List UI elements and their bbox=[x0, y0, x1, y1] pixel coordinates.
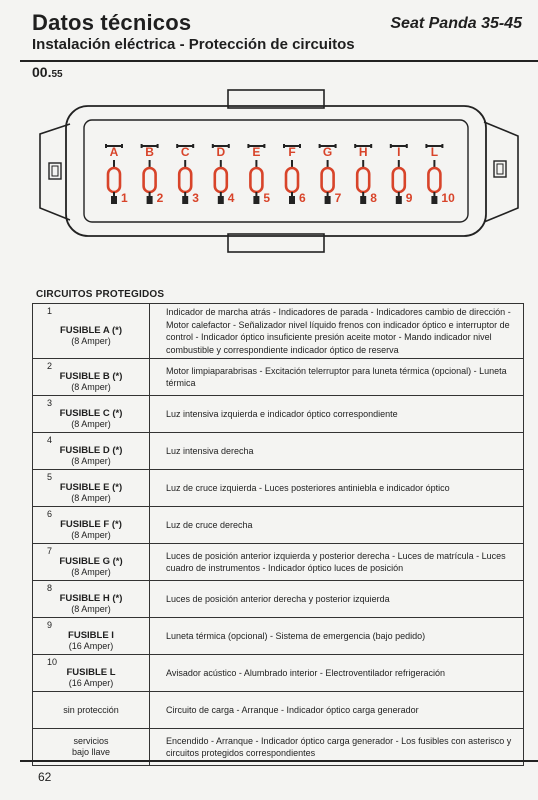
fuse-number-label: 8 bbox=[370, 191, 377, 205]
fuse-cell bbox=[33, 470, 150, 507]
fuse-capsule bbox=[286, 168, 298, 192]
fuse-letter-label: F bbox=[288, 145, 296, 159]
fuse-amperage: (8 Amper) bbox=[71, 567, 111, 578]
fuse-name: FUSIBLE H (*) bbox=[59, 593, 123, 605]
fuse-name: FUSIBLE C (*) bbox=[59, 408, 123, 420]
fuse-terminal bbox=[182, 196, 188, 204]
fuse-number: 7 bbox=[47, 546, 53, 557]
fuse-box-diagram bbox=[36, 88, 532, 260]
circuit-row bbox=[33, 618, 524, 655]
fuse-number: 10 bbox=[47, 657, 58, 668]
fuse-number-label: 9 bbox=[405, 191, 413, 205]
fuse-cell bbox=[33, 544, 150, 581]
section-code-sub: 55 bbox=[51, 69, 63, 80]
fuse-name: FUSIBLE D (*) bbox=[59, 445, 123, 457]
circuit-row bbox=[33, 433, 524, 470]
fuse-name: FUSIBLE F (*) bbox=[60, 519, 122, 531]
fuse-box-outline bbox=[36, 88, 532, 260]
fuse-amperage: (8 Amper) bbox=[71, 419, 111, 430]
fuse-terminal bbox=[253, 196, 259, 204]
circuit-row-special bbox=[33, 692, 524, 729]
fuse-cell bbox=[33, 618, 150, 655]
fuse-terminal bbox=[325, 196, 331, 204]
fuse-capsule bbox=[393, 168, 405, 192]
fuse-name: FUSIBLE E (*) bbox=[59, 482, 123, 494]
fuse-letter-label: I bbox=[397, 145, 401, 159]
fuse-number: 4 bbox=[47, 435, 53, 446]
circuit-description: Luces de posición anterior derecha y posterior izquierda bbox=[150, 581, 524, 618]
special-label-line: bajo llave bbox=[71, 747, 111, 758]
fuse-cell bbox=[33, 655, 150, 692]
fuse-capsule bbox=[250, 168, 262, 192]
fuse-cell bbox=[33, 396, 150, 433]
circuit-row bbox=[33, 359, 524, 396]
fuse-terminal bbox=[289, 196, 295, 204]
fuse-number: 2 bbox=[47, 361, 53, 372]
fuse-letter-label: C bbox=[180, 145, 190, 159]
fuse-number: 6 bbox=[47, 509, 53, 520]
fuse-number-label: 3 bbox=[192, 191, 199, 205]
fuse-cell bbox=[33, 581, 150, 618]
fuse-amperage: (8 Amper) bbox=[71, 456, 111, 467]
fuse-number: 9 bbox=[47, 620, 53, 631]
fuse-amperage: (8 Amper) bbox=[71, 382, 111, 393]
circuit-description: Luz intensiva derecha bbox=[150, 433, 524, 470]
fuse-name: FUSIBLE I bbox=[68, 630, 114, 642]
fuse-number-label: 6 bbox=[299, 191, 306, 205]
fuse-amperage: (8 Amper) bbox=[71, 336, 111, 347]
page-number: 62 bbox=[38, 770, 52, 784]
special-label-cell bbox=[33, 692, 150, 729]
fuse-number-label: 10 bbox=[441, 191, 455, 205]
fuse-terminal bbox=[218, 196, 224, 204]
fuse-terminal bbox=[431, 196, 437, 204]
fuse-terminal bbox=[360, 196, 366, 204]
circuit-row bbox=[33, 304, 524, 359]
fuse-amperage: (16 Amper) bbox=[68, 678, 114, 689]
circuit-row bbox=[33, 507, 524, 544]
fuse-letter-label: L bbox=[430, 145, 439, 159]
bottom-divider bbox=[20, 760, 538, 762]
fuse-capsule bbox=[179, 168, 191, 192]
circuit-description: Luces de posición anterior izquierda y posterior derecha - Luces de matrícula - Luces cuadro de instrumentos - Indicador óptico luces de posición bbox=[150, 544, 524, 581]
circuit-description: Avisador acústico - Alumbrado interior - Electroventilador refrigeración bbox=[150, 655, 524, 692]
special-label-line: sin protección bbox=[63, 704, 119, 715]
circuit-description: Indicador de marcha atrás - Indicadores de parada - Indicadores cambio de dirección - Motor calefactor - Señalizador nivel líquido frenos con indicador óptico e interruptor de control - Indicador óptico insuficiente presión aceite motor - Mando indicador nivel combustible y correspondiente indicador óptico de reserva bbox=[150, 304, 524, 359]
fuse-number: 3 bbox=[47, 398, 53, 409]
circuit-description: Motor limpiaparabrisas - Excitación telerruptor para luneta térmica (opcional) - Luneta térmica bbox=[150, 359, 524, 396]
fuse-letter-label: D bbox=[216, 145, 226, 159]
circuit-row bbox=[33, 470, 524, 507]
circuit-description: Luz de cruce izquierda - Luces posteriores antiniebla e indicador óptico bbox=[150, 470, 524, 507]
circuit-description: Luz de cruce derecha bbox=[150, 507, 524, 544]
section-code-main: 00. bbox=[32, 64, 52, 80]
special-label-line: servicios bbox=[73, 735, 109, 746]
fuse-terminal bbox=[111, 196, 117, 204]
fuse-letter-label: G bbox=[322, 145, 333, 159]
circuit-description: Circuito de carga - Arranque - Indicador óptico carga generador bbox=[150, 692, 524, 729]
fuse-capsule bbox=[215, 168, 227, 192]
circuit-row bbox=[33, 544, 524, 581]
circuits-table bbox=[32, 303, 524, 766]
fuse-cell bbox=[33, 507, 150, 544]
fuse-number-label: 4 bbox=[227, 191, 235, 205]
fuse-amperage: (8 Amper) bbox=[71, 530, 111, 541]
fuse-capsule bbox=[357, 168, 369, 192]
fuse-number-label: 2 bbox=[156, 191, 164, 205]
fuse-amperage: (8 Amper) bbox=[71, 493, 111, 504]
fuse-capsule bbox=[144, 168, 156, 192]
circuit-description: Luneta térmica (opcional) - Sistema de emergencia (bajo pedido) bbox=[150, 618, 524, 655]
circuit-row bbox=[33, 396, 524, 433]
page-title: Datos técnicos bbox=[32, 10, 192, 35]
fuse-number: 8 bbox=[47, 583, 53, 594]
fuse-terminal bbox=[147, 196, 153, 204]
circuit-description: Encendido - Arranque - Indicador óptico carga generador - Los fusibles con asterisco y circuitos protegidos correspondientes bbox=[150, 729, 524, 766]
fuse-name: FUSIBLE A (*) bbox=[59, 325, 123, 337]
fuse-number: 1 bbox=[47, 306, 53, 316]
fuse-cell bbox=[33, 433, 150, 470]
fuse-number-label: 1 bbox=[121, 191, 128, 205]
fuse-letter-label: A bbox=[109, 145, 119, 159]
vehicle-model: Seat Panda 35-45 bbox=[390, 15, 522, 32]
page-subtitle: Instalación eléctrica - Protección de circuitos bbox=[32, 36, 355, 53]
fuse-cell bbox=[33, 304, 150, 359]
section-code bbox=[32, 64, 63, 80]
fuse-letter-label: E bbox=[252, 145, 261, 159]
top-divider bbox=[20, 60, 538, 62]
fuse-name: FUSIBLE G (*) bbox=[59, 556, 123, 568]
circuit-row bbox=[33, 581, 524, 618]
fuse-number-label: 5 bbox=[263, 191, 271, 205]
fuse-capsule bbox=[108, 168, 120, 192]
fuse-letter-label: B bbox=[145, 145, 154, 159]
fuse-capsule bbox=[428, 168, 440, 192]
fuse-capsule bbox=[322, 168, 334, 192]
fuse-number-label: 7 bbox=[334, 191, 342, 205]
fuse-number: 5 bbox=[47, 472, 53, 483]
fuse-amperage: (8 Amper) bbox=[71, 604, 111, 615]
circuit-description: Luz intensiva izquierda e indicador óptico correspondiente bbox=[150, 396, 524, 433]
fuse-name: FUSIBLE L bbox=[66, 667, 116, 679]
fuse-name: FUSIBLE B (*) bbox=[59, 371, 123, 383]
fuse-cell bbox=[33, 359, 150, 396]
circuit-row bbox=[33, 655, 524, 692]
fuse-amperage: (16 Amper) bbox=[68, 641, 114, 652]
fuse-letter-label: H bbox=[358, 145, 368, 159]
circuits-title: CIRCUITOS PROTEGIDOS bbox=[36, 289, 165, 300]
fuse-terminal bbox=[396, 196, 402, 204]
